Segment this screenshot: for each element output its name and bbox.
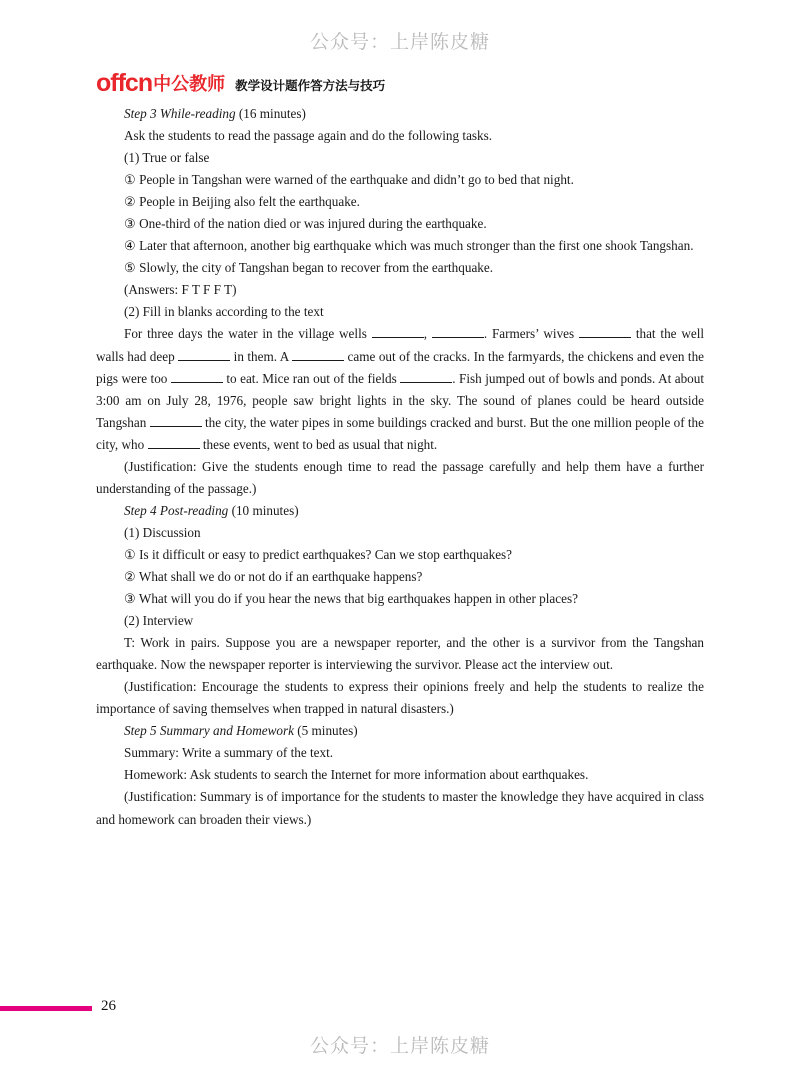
- step3-heading: Step 3 While-reading (16 minutes): [124, 106, 306, 121]
- justification-2: (Justification: Encourage the students to express their opinions freely and help the students to realize the importance of saving themselves when trapped in natural disasters.): [96, 679, 704, 717]
- justification-1: (Justification: Give the students enough time to read the passage carefully and help them have a further understanding of the passage.): [96, 458, 704, 496]
- discussion-item-3: ③ What will you do if you hear the news that big earthquakes happen in other places?: [124, 591, 578, 607]
- watermark-top: 公众号：上岸陈皮糖: [309, 31, 490, 53]
- fill-in-paragraph: For three days the water in the village wells , . Farmers’ wives that the well walls had deep in them. A came out of the cracks. In the farmyards, the chickens and even the pigs were too to eat. Mice ran out of the fields . Fish jumped out of bowls and ponds. At about 3:00 am on July 28, 1976, people saw bright lights in the sky. The sound of planes could be heard outside Tangshan the city, the water pipes in some buildings cracked and burst. But the one million people of the city, who these events, went to bed as usual that night.: [96, 326, 705, 452]
- discussion-item-1: ① Is it difficult or easy to predict earthquakes? Can we stop earthquakes?: [124, 546, 513, 562]
- tf-item-1: ① People in Tangshan were warned of the earthquake and didn’t go to bed that night.: [124, 172, 574, 188]
- step4-heading: Step 4 Post-reading (10 minutes): [124, 502, 299, 518]
- footer-accent-bar: [0, 1006, 92, 1011]
- homework: Homework: Ask students to search the Internet for more information about earthquakes.: [124, 767, 589, 783]
- blank: [148, 436, 200, 449]
- header-title: 教学设计题作答方法与技巧: [235, 77, 386, 93]
- blank: [579, 325, 631, 338]
- summary: Summary: Write a summary of the text.: [124, 745, 334, 761]
- tf-item-3: ③ One-third of the nation died or was injured during the earthquake.: [124, 216, 487, 232]
- tf-item-5: ⑤ Slowly, the city of Tangshan began to recover from the earthquake.: [124, 260, 494, 276]
- step3-intro: Ask the students to read the passage again and do the following tasks.: [124, 128, 493, 144]
- task1-title: (1) True or false: [124, 150, 210, 166]
- blank: [372, 325, 424, 338]
- blank: [400, 370, 452, 383]
- answers: (Answers: F T F F T): [124, 282, 237, 298]
- blank: [178, 348, 230, 361]
- blank: [292, 348, 344, 361]
- document-body: [96, 103, 704, 831]
- page-number: 26: [101, 998, 116, 1014]
- offcn-logo-cn: 中公教师: [153, 74, 226, 95]
- page-header: [96, 70, 385, 96]
- discussion-item-2: ② What shall we do or not do if an earthquake happens?: [124, 568, 423, 584]
- interview-text: T: Work in pairs. Suppose you are a newspaper reporter, and the other is a survivor from the Tangshan earthquake. Now the newspaper reporter is interviewing the survivor. Please act the interview out.: [96, 635, 704, 673]
- blank: [171, 370, 223, 383]
- watermark-bottom: 公众号：上岸陈皮糖: [309, 1035, 490, 1057]
- justification-3: (Justification: Summary is of importance for the students to master the knowledge they have acquired in class and homework can broaden their views.): [96, 789, 704, 827]
- blank: [150, 414, 202, 427]
- blank: [432, 325, 484, 338]
- tf-item-2: ② People in Beijing also felt the earthquake.: [124, 194, 360, 210]
- task2-title: (2) Fill in blanks according to the text: [124, 304, 324, 320]
- interview-title: (2) Interview: [124, 613, 194, 629]
- tf-item-4: ④ Later that afternoon, another big earthquake which was much stronger than the first one shook Tangshan.: [124, 238, 694, 254]
- discussion-title: (1) Discussion: [124, 524, 201, 540]
- offcn-logo: offcn: [96, 68, 153, 97]
- step5-heading: Step 5 Summary and Homework (5 minutes): [124, 723, 358, 739]
